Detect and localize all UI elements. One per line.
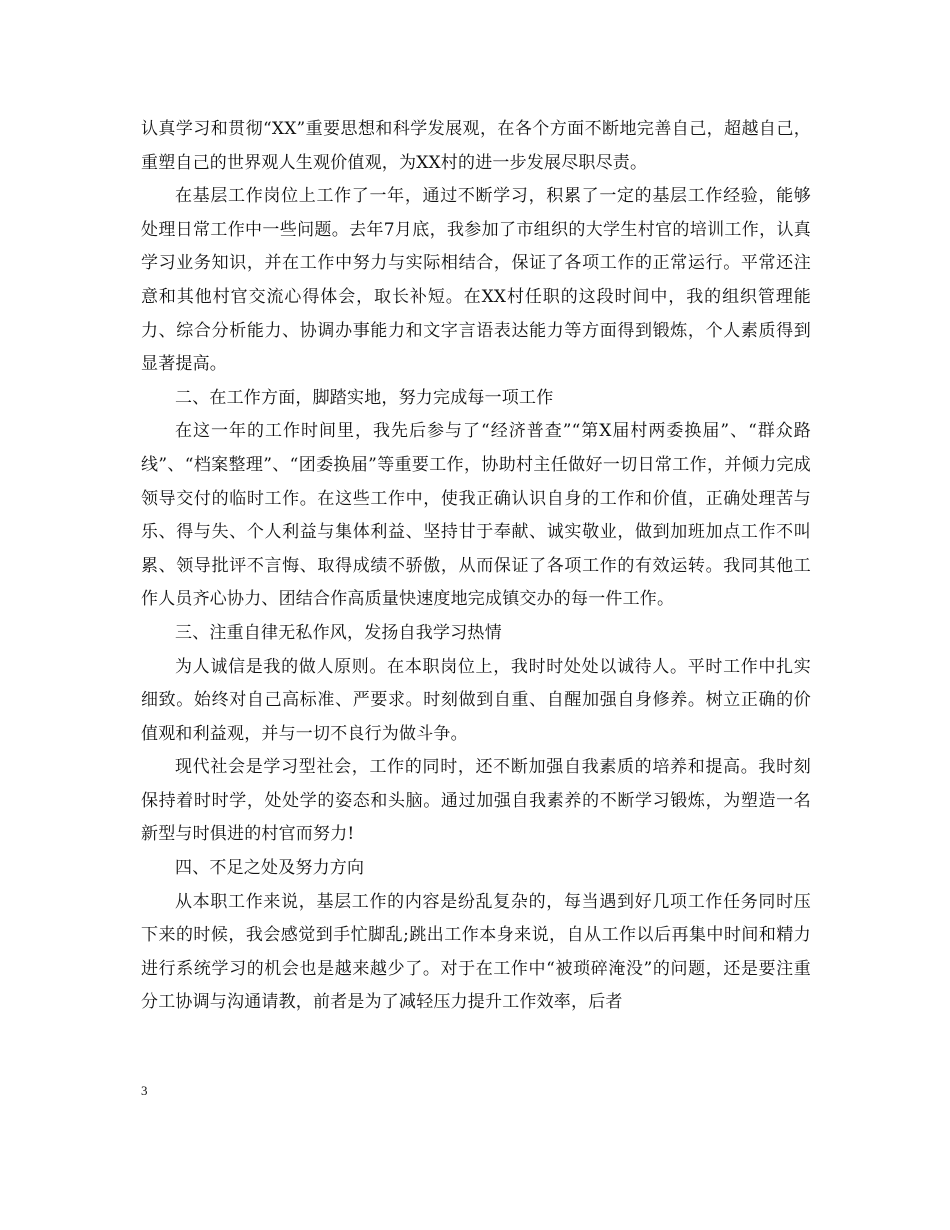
paragraph: 为人诚信是我的做人原则。在本职岗位上，我时时处处以诚待人。平时工作中扎实细致。始终对自己高标准、严要求。时刻做到自重、自醒加强自身修养。树立正确的价值观和利益观，并与一切不良行为做斗争。 bbox=[141, 656, 811, 744]
paragraph: 从本职工作来说，基层工作的内容是纷乱复杂的，每当遇到好几项工作任务同时压下来的时候，我会感觉到手忙脚乱;跳出工作本身来说，自从工作以后再集中时间和精力进行系统学习的机会也是越来越少了。对于在工作中“被琐碎淹没”的问题，还是要注重分工协调与沟通请教，前者是为了减轻压力提升工作效率，后者 bbox=[141, 891, 811, 1013]
page-number: 3 bbox=[141, 1083, 148, 1098]
section-heading: 三、注重自律无私作风，发扬自我学习热情 bbox=[175, 622, 502, 643]
section-heading: 四、不足之处及努力方向 bbox=[175, 858, 365, 879]
paragraph: 在这一年的工作时间里，我先后参与了“经济普查”“第X届村两委换届”、“群众路线”、“档案整理”、“团委换届”等重要工作，协助村主任做好一切日常工作，并倾力完成领导交付的临时工作。在这些工作中，使我正确认识自身的工作和价值，正确处理苦与乐、得与失、个人利益与集体利益、坚持甘于奉献、诚实敬业，做到加班加点工作不叫累、领导批评不言悔、取得成绩不骄傲，从而保证了各项工作的有效运转。我同其他工作人员齐心协力、团结合作高质量快速度地完成镇交办的每一件工作。 bbox=[141, 421, 811, 610]
document-body bbox=[141, 113, 811, 1020]
paragraph: 现代社会是学习型社会，工作的同时，还不断加强自我素质的培养和提高。我时刻保持着时时学，处处学的姿态和头脑。通过加强自我素养的不断学习锻炼，为塑造一名新型与时俱进的村官而努力! bbox=[141, 757, 811, 845]
paragraph: 认真学习和贯彻“XX”重要思想和科学发展观，在各个方面不断地完善自己，超越自己，重塑自己的世界观人生观价值观，为XX村的进一步发展尽职尽责。 bbox=[141, 119, 811, 173]
paragraph: 在基层工作岗位上工作了一年，通过不断学习，积累了一定的基层工作经验，能够处理日常工作中一些问题。去年7月底，我参加了市组织的大学生村官的培训工作，认真学习业务知识，并在工作中努力与实际相结合，保证了各项工作的正常运行。平常还注意和其他村官交流心得体会，取长补短。在XX村任职的这段时间中，我的组织管理能力、综合分析能力、协调办事能力和文字言语表达能力等方面得到锻炼，个人素质得到显著提高。 bbox=[141, 186, 811, 375]
section-heading: 二、在工作方面，脚踏实地，努力完成每一项工作 bbox=[175, 387, 554, 408]
